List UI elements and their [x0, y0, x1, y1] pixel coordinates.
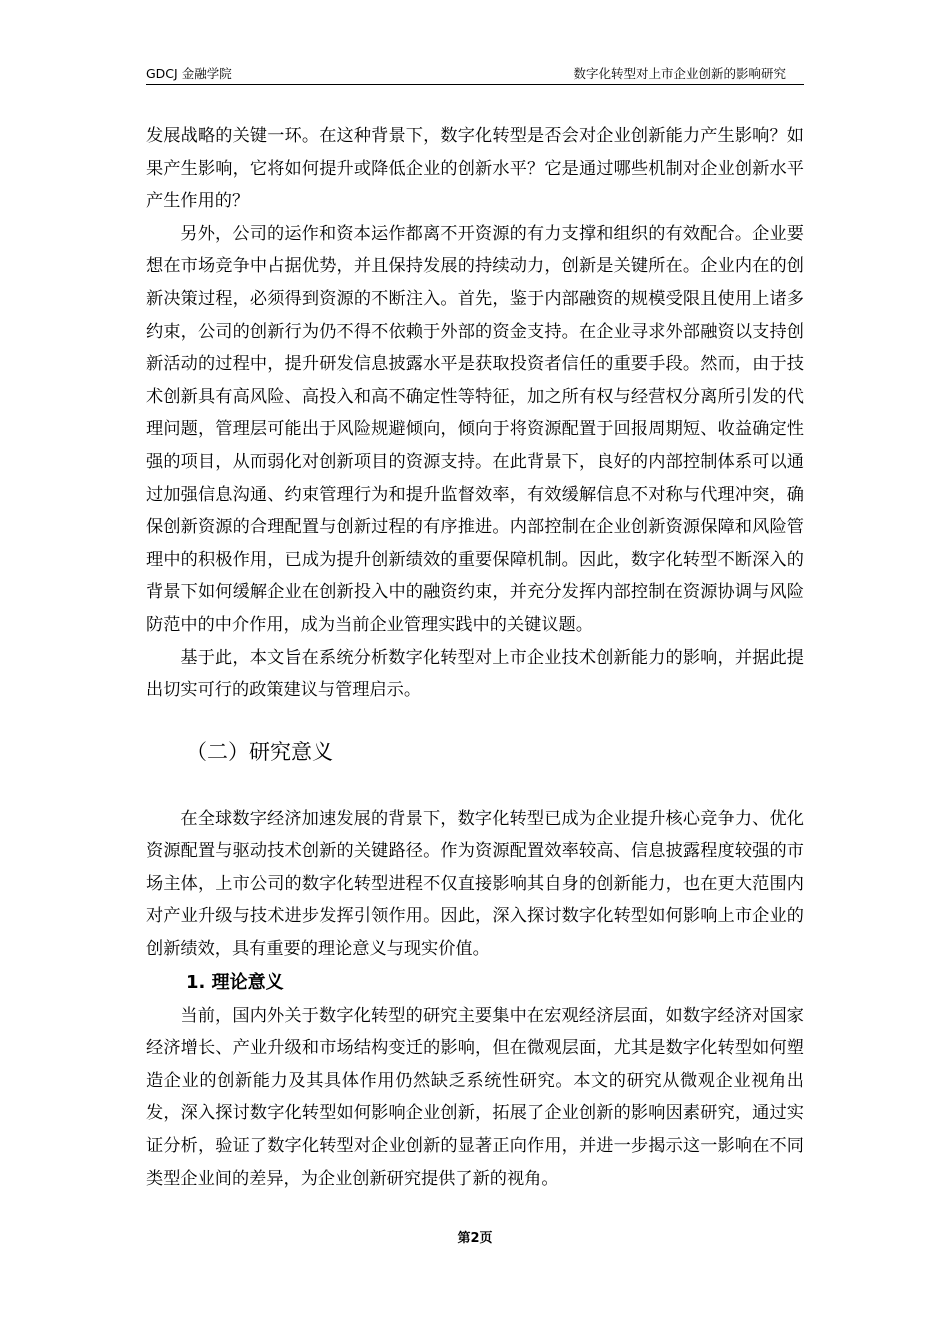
header-title: 数字化转型对上市企业创新的影响研究	[573, 66, 786, 81]
page-header	[146, 66, 804, 85]
paragraph-continued: 发展战略的关键一环。在这种背景下，数字化转型是否会对企业创新能力产生影响？如果产生影响，它将如何提升或降低企业的创新水平？它是通过哪些机制对企业创新水平产生作用的？	[146, 126, 804, 212]
section-heading: （二）研究意义	[186, 739, 333, 764]
document-body	[146, 120, 804, 1195]
paragraph-resources: 另外，公司的运作和资本运作都离不开资源的有力支撑和组织的有效配合。企业要想在市场竞争中占据优势，并且保持发展的持续动力，创新是关键所在。企业内在的创新决策过程，必须得到资源的不断注入。首先，鉴于内部融资的规模受限且使用上诸多约束，公司的创新行为仍不得不依赖于外部的资金支持。在企业寻求外部融资以支持创新活动的过程中，提升研发信息披露水平是获取投资者信任的重要手段。然而，由于技术创新具有高风险、高投入和高不确定性等特征，加之所有权与经营权分离所引发的代理问题，管理层可能出于风险规避倾向，倾向于将资源配置于回报周期短、收益确定性强的项目，从而弱化对创新项目的资源支持。在此背景下，良好的内部控制体系可以通过加强信息沟通、约束管理行为和提升监督效率，有效缓解信息不对称与代理冲突，确保创新资源的合理配置与创新过程的有序推进。内部控制在企业创新资源保障和风险管理中的积极作用，已成为提升创新绩效的重要保障机制。因此，数字化转型不断深入的背景下如何缓解企业在创新投入中的融资约束，并充分发挥内部控制在资源协调与风险防范中的中介作用，成为当前企业管理实践中的关键议题。	[146, 223, 804, 635]
paragraph-theory: 当前，国内外关于数字化转型的研究主要集中在宏观经济层面，如数字经济对国家经济增长、产业升级和市场结构变迁的影响，但在微观层面，尤其是数字化转型如何塑造企业的创新能力及其具体作用仍然缺乏系统性研究。本文的研究从微观企业视角出发，深入探讨数字化转型如何影响企业创新，拓展了企业创新的影响因素研究，通过实证分析，验证了数字化转型对企业创新的显著正向作用，并进一步揭示这一影响在不同类型企业间的差异，为企业创新研究提供了新的视角。	[146, 1005, 804, 1189]
page-number: 第2页	[457, 1231, 493, 1246]
subsection-heading: 1. 理论意义	[186, 971, 284, 993]
header-institution: GDCJ 金融学院	[146, 66, 232, 81]
paragraph-significance: 在全球数字经济加速发展的背景下，数字化转型已成为企业提升核心竞争力、优化资源配置与驱动技术创新的关键路径。作为资源配置效率较高、信息披露程度较强的市场主体，上市公司的数字化转型进程不仅直接影响其自身的创新能力，也在更大范围内对产业升级与技术进步发挥引领作用。因此，深入探讨数字化转型如何影响上市企业的创新绩效，具有重要的理论意义与现实价值。	[146, 808, 804, 960]
paragraph-purpose: 基于此，本文旨在系统分析数字化转型对上市企业技术创新能力的影响，并据此提出切实可行的政策建议与管理启示。	[146, 647, 804, 701]
